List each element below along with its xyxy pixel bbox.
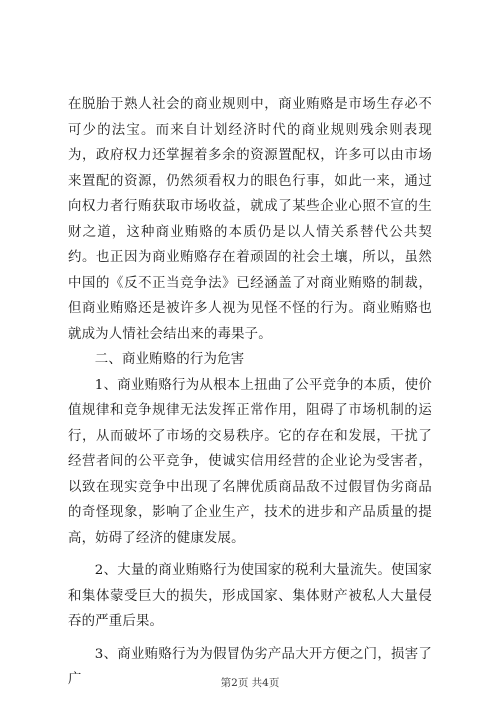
page-number-footer: 第2页 共4页 xyxy=(220,677,280,689)
paragraph-point-2: 2、大量的商业贿赂行为使国家的税利大量流失。使国家和集体蒙受巨大的损失，形成国家、集体财产被私人大量侵吞的严重后果。 xyxy=(68,563,432,629)
paragraph-continued: 在脱胎于熟人社会的商业规则中，商业贿赂是市场生存必不可少的法宝。而来自计划经济时代的商业规则残余则表现为，政府权力还掌握着多余的资源置配权，许多可以由市场来置配的资源，仍然须看权力的眼色行事，如此一来，通过向权力者行贿获取市场收益，就成了某些企业心照不宣的生财之道，这种商业贿赂的本质仍是以人情关系替代公共契约。也正因为商业贿赂存在着顽固的社会土壤，所以，虽然中国的《反不正当竞争法》已经涵盖了对商业贿赂的制裁，但商业贿赂还是被许多人视为见怪不怪的行为。商业贿赂也就成为人情社会结出来的毒果子。 xyxy=(68,97,432,342)
section-heading: 二、商业贿赂的行为危害 xyxy=(94,352,245,367)
document-body xyxy=(68,92,432,693)
paragraph-point-3: 3、商业贿赂行为为假冒伪劣产品大开方便之门，损害了广 xyxy=(68,646,432,687)
paragraph-point-1: 1、商业贿赂行为从根本上扭曲了公平竞争的本质，使价值规律和竞争规律无法发挥正常作用，阻碍了市场机制的运行，从而破坏了市场的交易秩序。它的存在和发展，干扰了经营者间的公平竞争，使诚实信用经营的企业论为受害者，以致在现实竞争中出现了名牌优质商品敌不过假冒伪劣商品的奇怪现象，影响了企业生产，技术的进步和产品质量的提高，妨碍了经济的健康发展。 xyxy=(68,377,432,546)
